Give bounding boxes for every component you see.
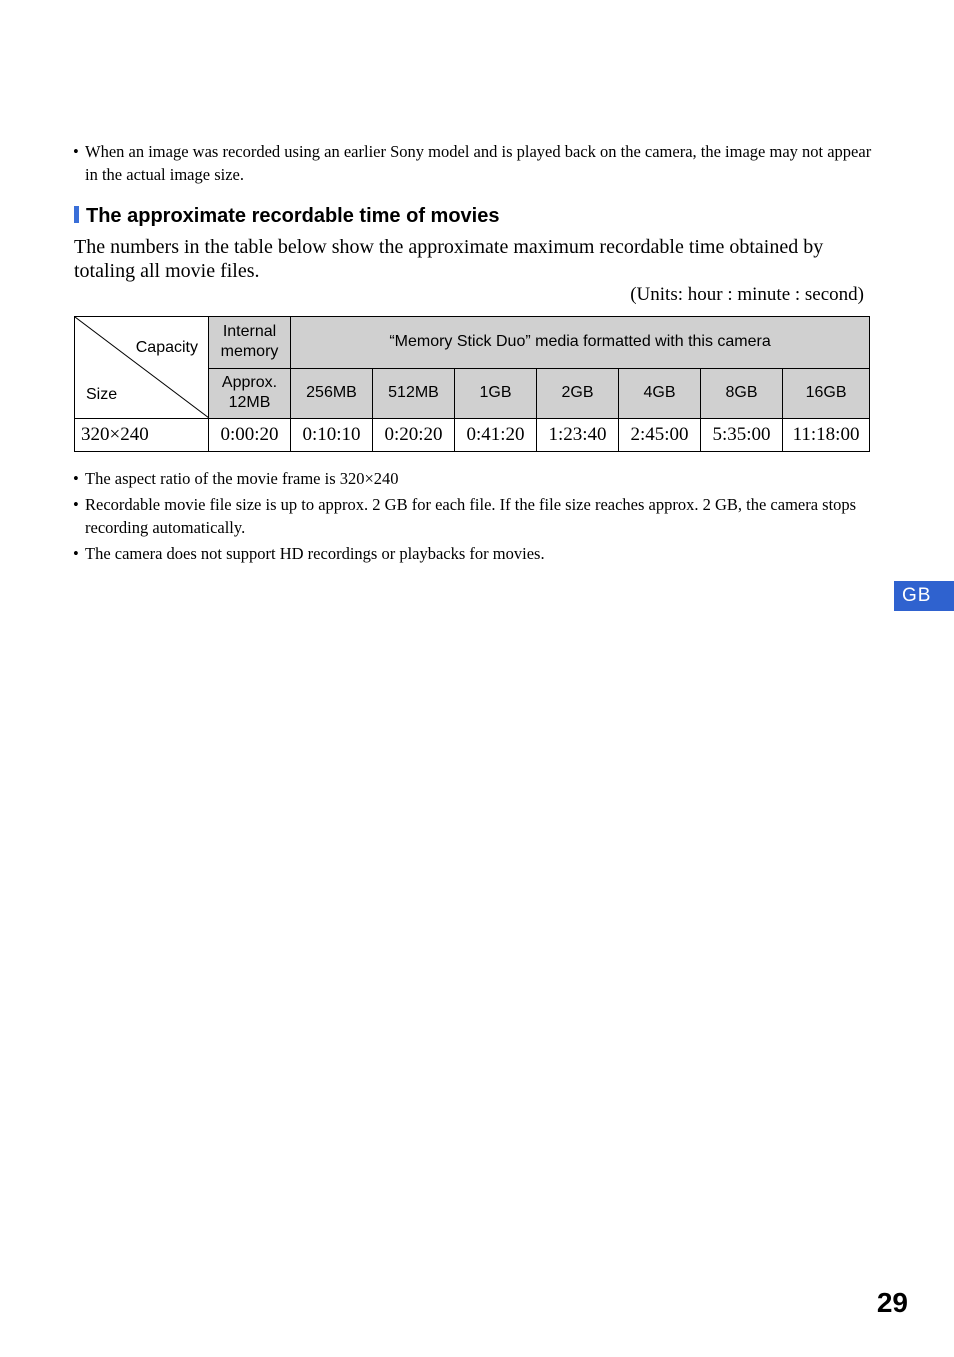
time-cell: 0:00:20 [209, 419, 291, 452]
table-corner-cell [75, 317, 209, 419]
capacity-header: 16GB [783, 368, 870, 419]
capacity-header: 8GB [701, 368, 783, 419]
internal-memory-size: Approx. 12MB [209, 368, 291, 419]
capacity-header: 1GB [455, 368, 537, 419]
size-cell: 320×240 [75, 419, 209, 452]
internal-memory-header: Internal memory [209, 317, 291, 369]
recordable-time-table [74, 316, 870, 452]
capacity-header: 512MB [373, 368, 455, 419]
capacity-header: 2GB [537, 368, 619, 419]
capacity-header: 256MB [291, 368, 373, 419]
time-cell: 2:45:00 [619, 419, 701, 452]
section-heading-text: The approximate recordable time of movies [86, 205, 500, 227]
corner-capacity-label: Capacity [135, 339, 198, 356]
note-text: The aspect ratio of the movie frame is 320×240 [85, 469, 399, 488]
time-cell: 0:10:10 [291, 419, 373, 452]
time-cell: 11:18:00 [783, 419, 870, 452]
corner-size-label: Size [86, 386, 118, 403]
section-paragraph: The numbers in the table below show the approximate maximum recordable time obtained by totaling all movie files. [74, 236, 824, 282]
media-header: “Memory Stick Duo” media formatted with this camera [291, 317, 870, 369]
note-bullet: • The camera does not support HD recordings or playbacks for movies. [73, 544, 545, 563]
section-heading [74, 203, 499, 229]
note-text: The camera does not support HD recordings or playbacks for movies. [85, 544, 545, 563]
table-row [75, 419, 870, 452]
time-cell: 0:20:20 [373, 419, 455, 452]
heading-marker [74, 206, 79, 223]
capacity-header: 4GB [619, 368, 701, 419]
language-tab: GB [894, 581, 954, 611]
intro-bullet-text: When an image was recorded using an earlier Sony model and is played back on the camera, the image may not appear in the actual image size. [85, 142, 872, 184]
note-bullet: • Recordable movie file size is up to approx. 2 GB for each file. If the file size reaches approx. 2 GB, the camera stops recording automatically. [73, 495, 857, 537]
time-cell: 0:41:20 [455, 419, 537, 452]
time-cell: 5:35:00 [701, 419, 783, 452]
page-number: 29 [876, 1287, 908, 1318]
note-bullet: • The aspect ratio of the movie frame is 320×240 [73, 469, 399, 488]
note-text: Recordable movie file size is up to approx. 2 GB for each file. If the file size reaches approx. 2 GB, the camera stops recording automatically. [85, 495, 857, 537]
time-cell: 1:23:40 [537, 419, 619, 452]
intro-bullet: • When an image was recorded using an earlier Sony model and is played back on the camera, the image may not appear in the actual image size. [73, 142, 872, 184]
units-note: (Units: hour : minute : second) [630, 284, 864, 305]
